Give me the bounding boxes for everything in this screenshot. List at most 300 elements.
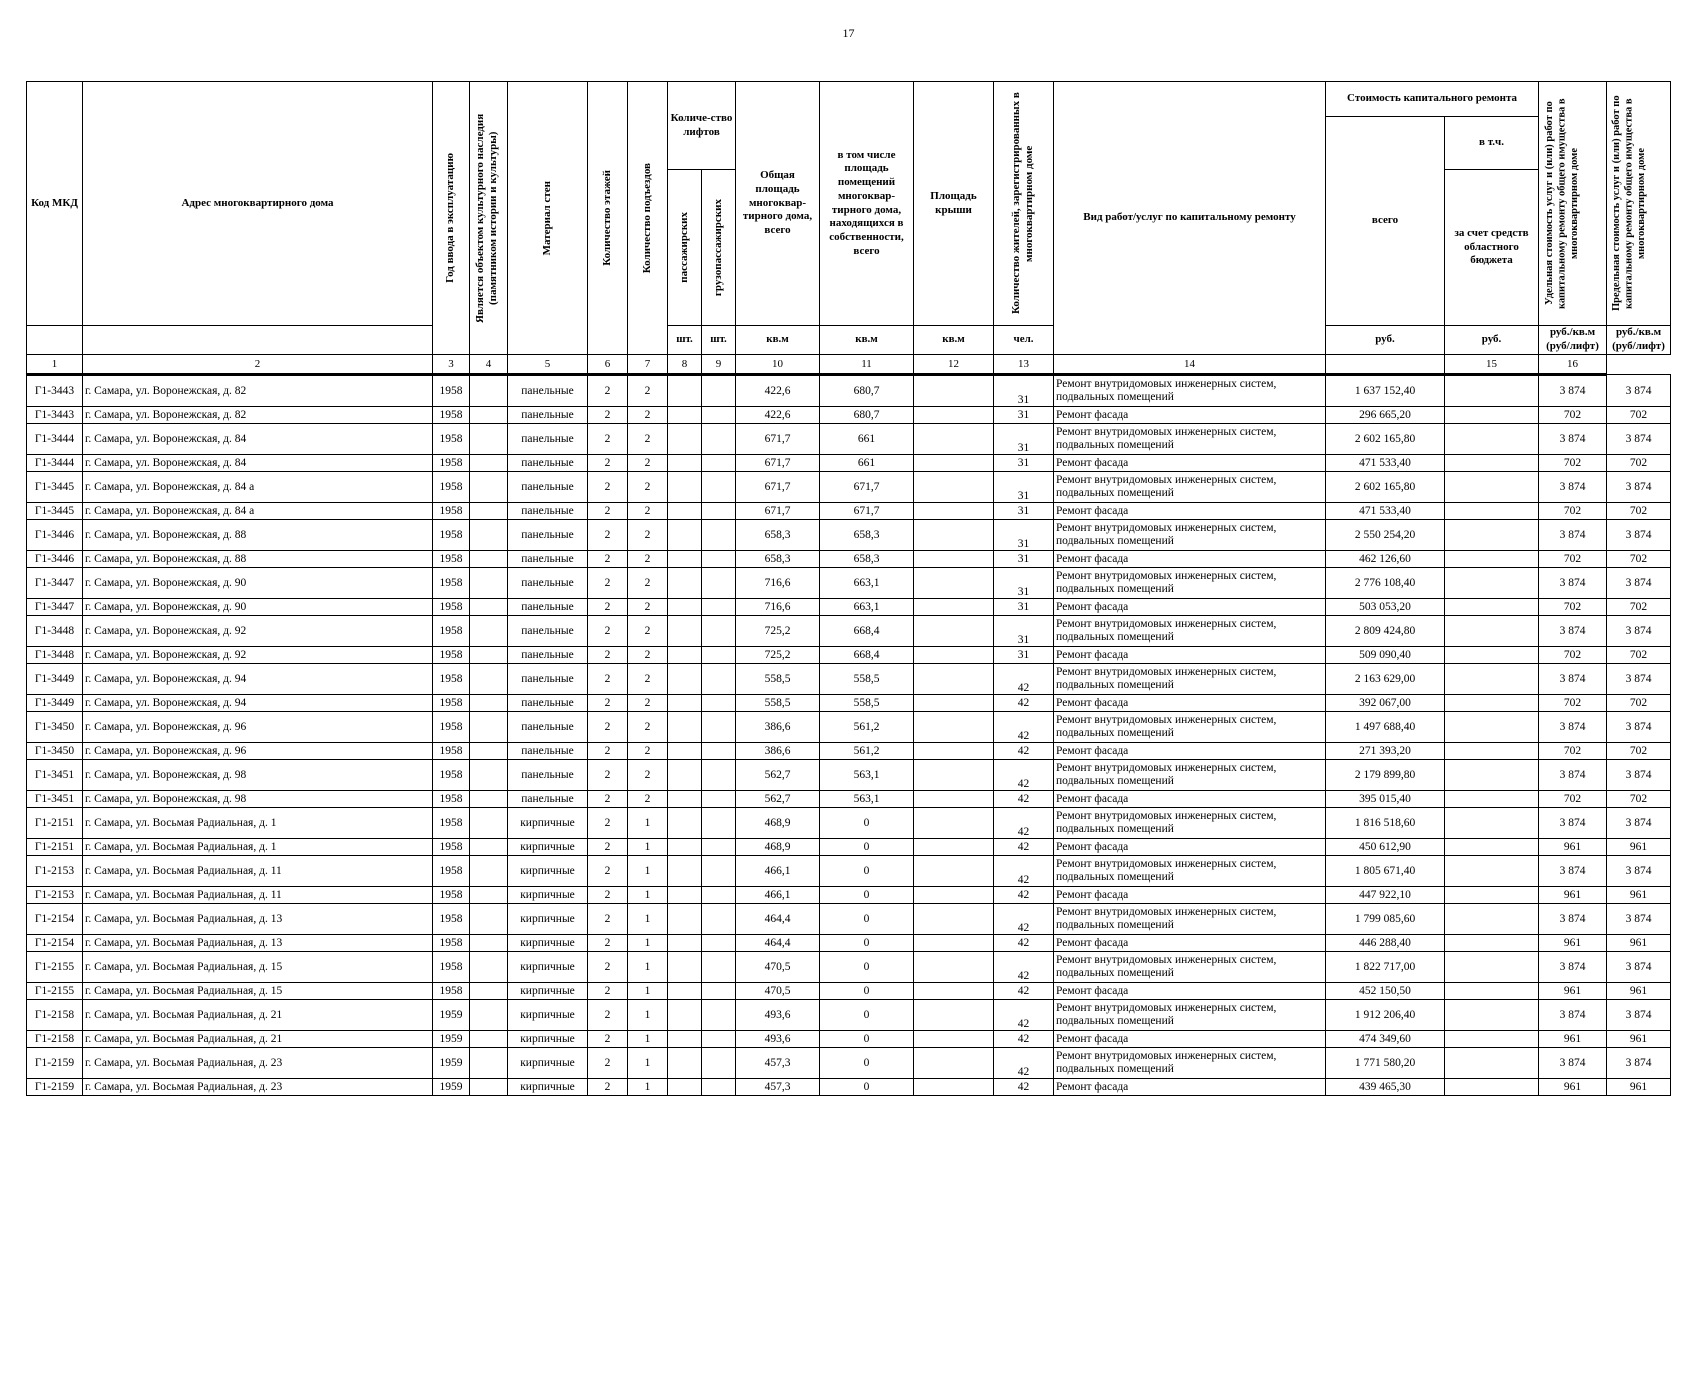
header-cost: Стоимость капитального ремонта <box>1326 82 1539 117</box>
unit-kod <box>27 326 83 355</box>
cell-kod: Г1-2155 <box>27 983 83 1000</box>
cell-entrances: 2 <box>628 375 668 407</box>
cell-total-area: 493,6 <box>736 1031 820 1048</box>
cell-address: г. Самара, ул. Воронежская, д. 84 а <box>83 503 433 520</box>
cell-address: г. Самара, ул. Восьмая Радиальная, д. 23 <box>83 1079 433 1096</box>
cell-entrances: 1 <box>628 1000 668 1031</box>
cell-cost-total: 2 179 899,80 <box>1326 760 1445 791</box>
table-row <box>27 856 1671 887</box>
cell-year: 1959 <box>433 1079 470 1096</box>
cell-floors: 2 <box>588 1048 628 1079</box>
cell-year: 1958 <box>433 407 470 424</box>
cell-work-type: Ремонт внутридомовых инженерных систем, подвальных помещений <box>1054 760 1326 791</box>
cell-unit-cost: 3 874 <box>1539 760 1607 791</box>
cell-cost-regional <box>1445 472 1539 503</box>
cell-max-cost: 3 874 <box>1607 616 1671 647</box>
cell-heritage <box>470 375 508 407</box>
cell-unit-cost: 961 <box>1539 887 1607 904</box>
cell-residents: 42 <box>994 664 1054 695</box>
header-lifts-pass: пассажирских <box>668 170 702 326</box>
cell-cost-total: 2 602 165,80 <box>1326 424 1445 455</box>
table-row <box>27 520 1671 551</box>
cell-material: кирпичные <box>508 839 588 856</box>
cell-floors: 2 <box>588 935 628 952</box>
cell-total-area: 558,5 <box>736 695 820 712</box>
cell-residents: 31 <box>994 599 1054 616</box>
cell-roof-area <box>914 904 994 935</box>
cell-max-cost: 3 874 <box>1607 856 1671 887</box>
cell-lifts-cargo <box>702 952 736 983</box>
cell-address: г. Самара, ул. Воронежская, д. 90 <box>83 568 433 599</box>
cell-address: г. Самара, ул. Восьмая Радиальная, д. 13 <box>83 904 433 935</box>
cell-lifts-cargo <box>702 791 736 808</box>
cell-lifts-pass <box>668 1000 702 1031</box>
cell-unit-cost: 3 874 <box>1539 856 1607 887</box>
cell-residents: 42 <box>994 712 1054 743</box>
cell-year: 1958 <box>433 647 470 664</box>
cell-cost-total: 474 349,60 <box>1326 1031 1445 1048</box>
cell-residents: 42 <box>994 1079 1054 1096</box>
table-row <box>27 887 1671 904</box>
cell-kod: Г1-3449 <box>27 695 83 712</box>
cell-address: г. Самара, ул. Восьмая Радиальная, д. 1 <box>83 839 433 856</box>
cell-cost-regional <box>1445 743 1539 760</box>
cell-lifts-cargo <box>702 743 736 760</box>
header-residents: Количество жителей, зарегистрированных в многоквартирном доме <box>994 82 1054 326</box>
cell-heritage <box>470 1031 508 1048</box>
cell-max-cost: 3 874 <box>1607 568 1671 599</box>
cell-work-type: Ремонт внутридомовых инженерных систем, подвальных помещений <box>1054 520 1326 551</box>
cell-roof-area <box>914 551 994 568</box>
cell-address: г. Самара, ул. Воронежская, д. 88 <box>83 520 433 551</box>
cell-lifts-cargo <box>702 599 736 616</box>
cell-lifts-pass <box>668 375 702 407</box>
cell-max-cost: 702 <box>1607 743 1671 760</box>
cell-material: панельные <box>508 695 588 712</box>
cell-material: панельные <box>508 599 588 616</box>
cell-cost-total: 446 288,40 <box>1326 935 1445 952</box>
cell-heritage <box>470 424 508 455</box>
cell-owned-area: 0 <box>820 983 914 1000</box>
cell-owned-area: 671,7 <box>820 472 914 503</box>
header-floors: Количество этажей <box>588 82 628 355</box>
cell-year: 1958 <box>433 791 470 808</box>
table-row <box>27 695 1671 712</box>
cell-floors: 2 <box>588 695 628 712</box>
cell-kod: Г1-2159 <box>27 1079 83 1096</box>
cell-owned-area: 661 <box>820 424 914 455</box>
cell-owned-area: 0 <box>820 1031 914 1048</box>
cell-max-cost: 3 874 <box>1607 1000 1671 1031</box>
cell-total-area: 658,3 <box>736 551 820 568</box>
cell-address: г. Самара, ул. Воронежская, д. 84 а <box>83 472 433 503</box>
cell-roof-area <box>914 808 994 839</box>
cell-address: г. Самара, ул. Воронежская, д. 96 <box>83 743 433 760</box>
cell-total-area: 422,6 <box>736 407 820 424</box>
cell-owned-area: 0 <box>820 952 914 983</box>
cell-material: панельные <box>508 712 588 743</box>
cell-cost-regional <box>1445 1000 1539 1031</box>
cell-owned-area: 563,1 <box>820 760 914 791</box>
cell-work-type: Ремонт фасада <box>1054 1031 1326 1048</box>
cell-floors: 2 <box>588 599 628 616</box>
cell-heritage <box>470 664 508 695</box>
cell-roof-area <box>914 1000 994 1031</box>
cell-kod: Г1-3449 <box>27 664 83 695</box>
cell-kod: Г1-3443 <box>27 375 83 407</box>
cell-address: г. Самара, ул. Воронежская, д. 84 <box>83 424 433 455</box>
cell-max-cost: 961 <box>1607 839 1671 856</box>
cell-entrances: 2 <box>628 760 668 791</box>
cell-lifts-pass <box>668 1048 702 1079</box>
cell-owned-area: 661 <box>820 455 914 472</box>
cell-year: 1958 <box>433 568 470 599</box>
cell-cost-total: 447 922,10 <box>1326 887 1445 904</box>
cell-floors: 2 <box>588 503 628 520</box>
cell-roof-area <box>914 520 994 551</box>
header-roof-area: Площадь крыши <box>914 82 994 326</box>
cell-entrances: 2 <box>628 695 668 712</box>
cell-unit-cost: 3 874 <box>1539 472 1607 503</box>
cell-cost-total: 471 533,40 <box>1326 503 1445 520</box>
cell-year: 1959 <box>433 1048 470 1079</box>
cell-year: 1958 <box>433 856 470 887</box>
cell-roof-area <box>914 791 994 808</box>
cell-work-type: Ремонт внутридомовых инженерных систем, подвальных помещений <box>1054 664 1326 695</box>
cell-lifts-cargo <box>702 551 736 568</box>
cell-lifts-pass <box>668 647 702 664</box>
cell-heritage <box>470 743 508 760</box>
cell-lifts-pass <box>668 904 702 935</box>
table-row <box>27 1000 1671 1031</box>
cell-work-type: Ремонт фасада <box>1054 599 1326 616</box>
cell-material: панельные <box>508 455 588 472</box>
cell-total-area: 468,9 <box>736 839 820 856</box>
cell-max-cost: 3 874 <box>1607 760 1671 791</box>
cell-unit-cost: 3 874 <box>1539 1048 1607 1079</box>
cell-roof-area <box>914 503 994 520</box>
cell-entrances: 2 <box>628 551 668 568</box>
cell-owned-area: 680,7 <box>820 375 914 407</box>
cell-floors: 2 <box>588 791 628 808</box>
cell-lifts-pass <box>668 616 702 647</box>
cell-cost-regional <box>1445 1079 1539 1096</box>
cell-residents: 31 <box>994 455 1054 472</box>
cell-year: 1959 <box>433 1031 470 1048</box>
cell-entrances: 1 <box>628 1079 668 1096</box>
cell-work-type: Ремонт внутридомовых инженерных систем, подвальных помещений <box>1054 856 1326 887</box>
cell-lifts-pass <box>668 503 702 520</box>
cell-unit-cost: 3 874 <box>1539 904 1607 935</box>
cell-floors: 2 <box>588 743 628 760</box>
cell-roof-area <box>914 760 994 791</box>
column-number: 7 <box>628 355 668 375</box>
column-number: 4 <box>470 355 508 375</box>
cell-material: кирпичные <box>508 935 588 952</box>
table-header <box>27 82 1671 375</box>
cell-owned-area: 0 <box>820 1079 914 1096</box>
cell-heritage <box>470 520 508 551</box>
cell-year: 1958 <box>433 616 470 647</box>
cell-owned-area: 668,4 <box>820 647 914 664</box>
cell-max-cost: 961 <box>1607 1031 1671 1048</box>
cell-work-type: Ремонт фасада <box>1054 503 1326 520</box>
cell-material: панельные <box>508 551 588 568</box>
cell-material: кирпичные <box>508 856 588 887</box>
cell-work-type: Ремонт внутридомовых инженерных систем, подвальных помещений <box>1054 375 1326 407</box>
table-row <box>27 551 1671 568</box>
cell-lifts-pass <box>668 760 702 791</box>
cell-owned-area: 671,7 <box>820 503 914 520</box>
cell-max-cost: 3 874 <box>1607 712 1671 743</box>
cell-lifts-pass <box>668 856 702 887</box>
cell-lifts-pass <box>668 695 702 712</box>
cell-material: панельные <box>508 375 588 407</box>
cell-lifts-pass <box>668 472 702 503</box>
cell-address: г. Самара, ул. Воронежская, д. 98 <box>83 760 433 791</box>
cell-kod: Г1-2159 <box>27 1048 83 1079</box>
table-row <box>27 647 1671 664</box>
cell-max-cost: 3 874 <box>1607 1048 1671 1079</box>
cell-material: панельные <box>508 743 588 760</box>
header-lifts-cargo: грузопассажирских <box>702 170 736 326</box>
cell-lifts-cargo <box>702 503 736 520</box>
table-row <box>27 1031 1671 1048</box>
cell-max-cost: 702 <box>1607 791 1671 808</box>
table-body <box>27 375 1671 1096</box>
cell-residents: 42 <box>994 839 1054 856</box>
cell-lifts-cargo <box>702 472 736 503</box>
cell-cost-total: 296 665,20 <box>1326 407 1445 424</box>
unit-lifts-cargo: шт. <box>702 326 736 355</box>
cell-address: г. Самара, ул. Воронежская, д. 92 <box>83 616 433 647</box>
cell-material: панельные <box>508 520 588 551</box>
cell-cost-regional <box>1445 760 1539 791</box>
cell-cost-regional <box>1445 904 1539 935</box>
cell-unit-cost: 961 <box>1539 1031 1607 1048</box>
cell-cost-total: 471 533,40 <box>1326 455 1445 472</box>
cell-total-area: 562,7 <box>736 760 820 791</box>
cell-heritage <box>470 983 508 1000</box>
cell-roof-area <box>914 647 994 664</box>
table-row <box>27 983 1671 1000</box>
header-owned-area: в том числе площадь помещений многоквар-тирного дома, находящихся в собственности, всего <box>820 82 914 326</box>
cell-total-area: 671,7 <box>736 455 820 472</box>
cell-residents: 31 <box>994 616 1054 647</box>
cell-floors: 2 <box>588 1031 628 1048</box>
cell-heritage <box>470 568 508 599</box>
cell-entrances: 2 <box>628 520 668 551</box>
cell-roof-area <box>914 935 994 952</box>
cell-max-cost: 3 874 <box>1607 904 1671 935</box>
cell-year: 1958 <box>433 472 470 503</box>
cell-total-area: 457,3 <box>736 1048 820 1079</box>
table-row <box>27 664 1671 695</box>
cell-max-cost: 702 <box>1607 551 1671 568</box>
cell-residents: 42 <box>994 808 1054 839</box>
cell-work-type: Ремонт фасада <box>1054 935 1326 952</box>
cell-cost-regional <box>1445 568 1539 599</box>
cell-roof-area <box>914 839 994 856</box>
cell-heritage <box>470 472 508 503</box>
cell-max-cost: 961 <box>1607 935 1671 952</box>
cell-total-area: 468,9 <box>736 808 820 839</box>
cell-material: кирпичные <box>508 808 588 839</box>
cell-year: 1958 <box>433 664 470 695</box>
cell-address: г. Самара, ул. Воронежская, д. 96 <box>83 712 433 743</box>
column-number: 1 <box>27 355 83 375</box>
table-row <box>27 503 1671 520</box>
column-number: 5 <box>508 355 588 375</box>
cell-roof-area <box>914 616 994 647</box>
cell-max-cost: 702 <box>1607 695 1671 712</box>
cell-lifts-cargo <box>702 935 736 952</box>
cell-year: 1958 <box>433 599 470 616</box>
cell-roof-area <box>914 424 994 455</box>
cell-total-area: 716,6 <box>736 568 820 599</box>
cell-owned-area: 0 <box>820 904 914 935</box>
cell-cost-total: 450 612,90 <box>1326 839 1445 856</box>
cell-lifts-cargo <box>702 664 736 695</box>
page-number: 17 <box>842 26 855 40</box>
cell-work-type: Ремонт фасада <box>1054 983 1326 1000</box>
cell-lifts-cargo <box>702 1048 736 1079</box>
cell-max-cost: 3 874 <box>1607 808 1671 839</box>
cell-year: 1958 <box>433 743 470 760</box>
unit-address <box>83 326 433 355</box>
cell-address: г. Самара, ул. Восьмая Радиальная, д. 15 <box>83 952 433 983</box>
cell-lifts-pass <box>668 599 702 616</box>
table-row <box>27 407 1671 424</box>
cell-cost-total: 1 799 085,60 <box>1326 904 1445 935</box>
cell-entrances: 2 <box>628 599 668 616</box>
cell-cost-total: 1 805 671,40 <box>1326 856 1445 887</box>
cell-unit-cost: 3 874 <box>1539 568 1607 599</box>
cell-kod: Г1-3451 <box>27 791 83 808</box>
cell-lifts-cargo <box>702 712 736 743</box>
cell-floors: 2 <box>588 904 628 935</box>
cell-heritage <box>470 712 508 743</box>
cell-heritage <box>470 616 508 647</box>
table-row <box>27 599 1671 616</box>
cell-owned-area: 563,1 <box>820 791 914 808</box>
cell-heritage <box>470 455 508 472</box>
column-number <box>1326 355 1445 375</box>
cell-lifts-pass <box>668 952 702 983</box>
cell-material: панельные <box>508 791 588 808</box>
cell-cost-total: 392 067,00 <box>1326 695 1445 712</box>
table-row <box>27 839 1671 856</box>
cell-entrances: 1 <box>628 1048 668 1079</box>
cell-address: г. Самара, ул. Воронежская, д. 82 <box>83 375 433 407</box>
cell-unit-cost: 702 <box>1539 455 1607 472</box>
cell-work-type: Ремонт внутридомовых инженерных систем, подвальных помещений <box>1054 424 1326 455</box>
cell-unit-cost: 702 <box>1539 503 1607 520</box>
cell-max-cost: 961 <box>1607 887 1671 904</box>
cell-address: г. Самара, ул. Восьмая Радиальная, д. 13 <box>83 935 433 952</box>
cell-heritage <box>470 551 508 568</box>
header-year: Год ввода в эксплуатацию <box>433 82 470 355</box>
cell-unit-cost: 702 <box>1539 743 1607 760</box>
cell-kod: Г1-3444 <box>27 455 83 472</box>
cell-floors: 2 <box>588 856 628 887</box>
cell-work-type: Ремонт фасада <box>1054 743 1326 760</box>
cell-unit-cost: 3 874 <box>1539 808 1607 839</box>
cell-owned-area: 0 <box>820 935 914 952</box>
cell-max-cost: 3 874 <box>1607 664 1671 695</box>
header-heritage: Является объектом культурного наследия (памятником истории и культуры) <box>470 82 508 355</box>
table-row <box>27 375 1671 407</box>
cell-kod: Г1-3444 <box>27 424 83 455</box>
cell-heritage <box>470 503 508 520</box>
cell-material: панельные <box>508 424 588 455</box>
header-lifts: Количе-ство лифтов <box>668 82 736 170</box>
cell-residents: 42 <box>994 1000 1054 1031</box>
cell-roof-area <box>914 1048 994 1079</box>
header-cost-regional: за счет средств областного бюджета <box>1445 170 1539 326</box>
cell-floors: 2 <box>588 472 628 503</box>
cell-residents: 31 <box>994 503 1054 520</box>
cell-heritage <box>470 695 508 712</box>
cell-owned-area: 658,3 <box>820 520 914 551</box>
cell-unit-cost: 3 874 <box>1539 616 1607 647</box>
table-row <box>27 455 1671 472</box>
cell-material: кирпичные <box>508 1079 588 1096</box>
cell-entrances: 2 <box>628 503 668 520</box>
cell-total-area: 558,5 <box>736 664 820 695</box>
cell-address: г. Самара, ул. Воронежская, д. 88 <box>83 551 433 568</box>
cell-work-type: Ремонт фасада <box>1054 695 1326 712</box>
table-row <box>27 760 1671 791</box>
cell-kod: Г1-3445 <box>27 503 83 520</box>
cell-lifts-cargo <box>702 808 736 839</box>
cell-max-cost: 702 <box>1607 599 1671 616</box>
cell-material: панельные <box>508 503 588 520</box>
cell-floors: 2 <box>588 983 628 1000</box>
cell-entrances: 2 <box>628 455 668 472</box>
header-work-type: Вид работ/услуг по капитальному ремонту <box>1054 82 1326 355</box>
cell-unit-cost: 702 <box>1539 599 1607 616</box>
cell-floors: 2 <box>588 568 628 599</box>
cell-work-type: Ремонт внутридомовых инженерных систем, подвальных помещений <box>1054 1048 1326 1079</box>
cell-kod: Г1-2153 <box>27 856 83 887</box>
cell-lifts-pass <box>668 743 702 760</box>
cell-unit-cost: 3 874 <box>1539 952 1607 983</box>
cell-unit-cost: 3 874 <box>1539 712 1607 743</box>
cell-entrances: 2 <box>628 712 668 743</box>
table-row <box>27 616 1671 647</box>
cell-entrances: 1 <box>628 839 668 856</box>
cell-year: 1958 <box>433 952 470 983</box>
cell-lifts-cargo <box>702 375 736 407</box>
cell-floors: 2 <box>588 839 628 856</box>
cell-unit-cost: 702 <box>1539 407 1607 424</box>
cell-residents: 42 <box>994 887 1054 904</box>
cell-work-type: Ремонт фасада <box>1054 1079 1326 1096</box>
table-row <box>27 791 1671 808</box>
cell-max-cost: 961 <box>1607 1079 1671 1096</box>
cell-lifts-pass <box>668 1079 702 1096</box>
cell-owned-area: 663,1 <box>820 568 914 599</box>
cell-total-area: 466,1 <box>736 856 820 887</box>
cell-roof-area <box>914 407 994 424</box>
header-kod: Код МКД <box>27 82 83 326</box>
table-row <box>27 1079 1671 1096</box>
cell-lifts-cargo <box>702 1000 736 1031</box>
cell-lifts-pass <box>668 520 702 551</box>
cell-work-type: Ремонт фасада <box>1054 791 1326 808</box>
cell-heritage <box>470 791 508 808</box>
